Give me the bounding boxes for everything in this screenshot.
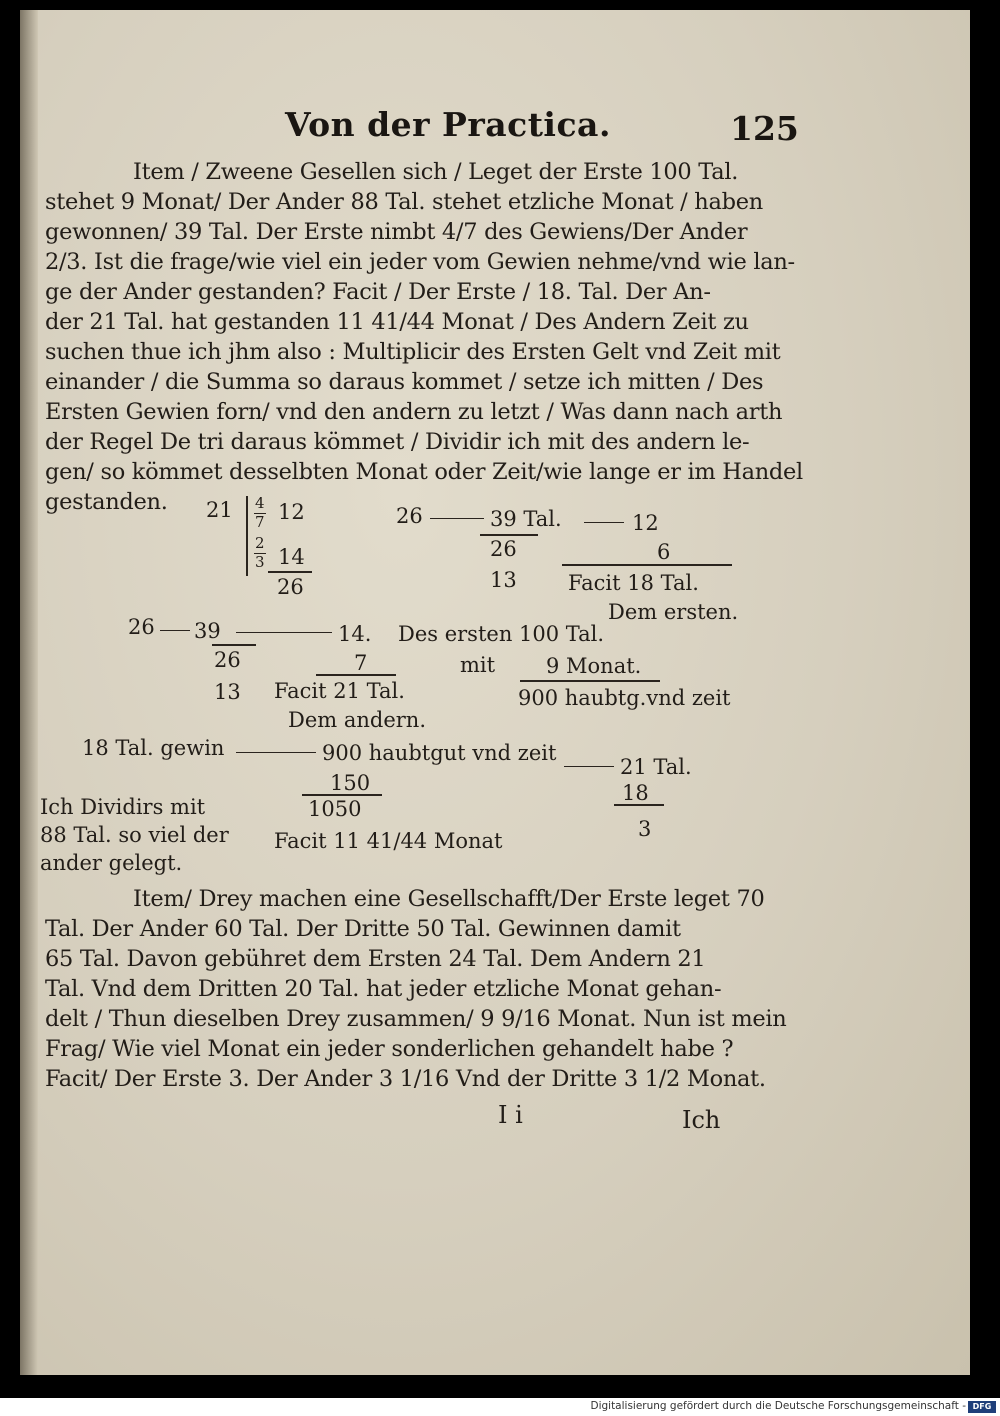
text-line: Tal. Vnd dem Dritten 20 Tal. hat jeder etzliche Monat gehan- [45, 976, 722, 1002]
calc3-c: 14. [338, 622, 372, 646]
text-line: Item/ Drey machen eine Gesellschafft/Der Erste leget 70 [133, 886, 765, 912]
text-line: der 21 Tal. hat gestanden 11 41/44 Monat / Des Andern Zeit zu [45, 309, 749, 335]
calc4-v3: 3 [638, 817, 652, 841]
calc2-b: 39 Tal. [490, 507, 562, 531]
calc3-dem: Dem andern. [288, 708, 427, 732]
text-line: einander / die Summa so daraus kommet / setze ich mitten / Des [45, 369, 764, 395]
page-spine-shadow [20, 10, 38, 1375]
calc2-r: 13 [490, 568, 517, 592]
dfg-logo: DFG [968, 1401, 996, 1413]
signature-mark: I i [498, 1101, 523, 1129]
calc1-vertical-rule [246, 496, 248, 576]
text-line: stehet 9 Monat/ Der Ander 88 Tal. stehet etzliche Monat / haben [45, 189, 763, 215]
calc4-rule-1 [302, 794, 382, 796]
page-number: 125 [730, 109, 799, 148]
calc2-facit: Facit 18 Tal. [568, 571, 699, 595]
calc2-rule-1 [480, 534, 538, 536]
book-page [20, 10, 970, 1375]
text-line: gewonnen/ 39 Tal. Der Erste nimbt 4/7 des Gewiens/Der Ander [45, 219, 748, 245]
calc1-left-number: 21 [206, 498, 233, 522]
calc3-r: 13 [214, 680, 241, 704]
text-line: suchen thue ich jhm also : Multiplicir des Ersten Gelt vnd Zeit mit [45, 339, 781, 365]
calc1-valA: 12 [278, 500, 305, 524]
calc4-gewin: 18 Tal. gewin [82, 736, 225, 760]
calc4-dash-1 [236, 752, 316, 753]
calc2-rule-2 [562, 564, 732, 566]
calc3-monat: 9 Monat. [546, 654, 642, 678]
footer-bar [0, 1398, 1000, 1416]
calc3-b2: 26 [214, 648, 241, 672]
calc4-facit: Facit 11 41/44 Monat [274, 829, 503, 853]
calc2-dash-2 [584, 522, 624, 523]
text-line: Facit/ Der Erste 3. Der Ander 3 1/16 Vnd der Dritte 3 1/2 Monat. [45, 1066, 766, 1092]
calc4-note-3: ander gelegt. [40, 851, 183, 875]
calc4-end: 21 Tal. [620, 755, 692, 779]
calc4-rule-2 [614, 804, 664, 806]
text-line: gen/ so kömmet desselbten Monat oder Zeit/wie lange er im Handel [45, 459, 803, 485]
calc3-b: 39 [194, 619, 221, 643]
calc3-des: Des ersten 100 Tal. [398, 622, 605, 646]
calc3-facit: Facit 21 Tal. [274, 679, 405, 703]
calc2-b2: 26 [490, 537, 517, 561]
text-line: der Regel De tri daraus kömmet / Dividir ich mit des andern le- [45, 429, 750, 455]
calc1-valB: 14 [278, 545, 305, 569]
calc2-c2: 6 [657, 540, 671, 564]
calc1-fracA-num: 4 [255, 494, 265, 512]
catchword: Ich [682, 1106, 721, 1134]
text-line: Ersten Gewien forn/ vnd den andern zu letzt / Was dann nach arth [45, 399, 783, 425]
calc3-dash-1 [160, 630, 190, 631]
calc1-sum: 26 [277, 575, 304, 599]
calc3-mit: mit [460, 653, 496, 677]
running-title: Von der Practica. [285, 105, 611, 144]
calc2-dem: Dem ersten. [608, 600, 739, 624]
calc4-v18: 18 [622, 781, 649, 805]
calc4-mid: 900 haubtgut vnd zeit [322, 741, 557, 765]
calc4-note-1: Ich Dividirs mit [40, 795, 206, 819]
calc2-c: 12 [632, 511, 659, 535]
text-line: 2/3. Ist die frage/wie viel ein jeder vom Gewien nehme/vnd wie lan- [45, 249, 795, 275]
calc1-fracA-den: 7 [255, 513, 265, 531]
text-line: Item / Zweene Gesellen sich / Leget der Erste 100 Tal. [133, 159, 739, 185]
calc4-v1050: 1050 [308, 797, 362, 821]
text-line: ge der Ander gestanden? Facit / Der Erste / 18. Tal. Der An- [45, 279, 711, 305]
footer-credit: Digitalisierung gefördert durch die Deutsche Forschungsgemeinschaft - [590, 1400, 966, 1412]
calc2-dash-1 [430, 518, 484, 519]
calc3-a: 26 [128, 615, 155, 639]
calc1-fracB-den: 3 [255, 553, 265, 571]
paragraph-1 [45, 157, 803, 517]
calc4-v150: 150 [330, 771, 371, 795]
page-header [285, 105, 799, 160]
calc3-dash-2 [236, 632, 332, 633]
text-line: delt / Thun dieselben Drey zusammen/ 9 9/16 Monat. Nun ist mein [45, 1006, 787, 1032]
text-line: gestanden. [45, 489, 168, 515]
calc3-rule-2 [316, 674, 396, 676]
calc3-rule-3 [520, 680, 660, 682]
text-line: Tal. Der Ander 60 Tal. Der Dritte 50 Tal. Gewinnen damit [45, 916, 681, 942]
calc1-sum-rule [268, 571, 312, 573]
text-line: Frag/ Wie viel Monat ein jeder sonderlichen gehandelt habe ? [45, 1036, 734, 1062]
calc2-a: 26 [396, 504, 423, 528]
calc3-rule-1 [212, 644, 256, 646]
calc4-note-2: 88 Tal. so viel der [40, 823, 229, 847]
text-line: 65 Tal. Davon gebühret dem Ersten 24 Tal. Dem Andern 21 [45, 946, 706, 972]
calc3-product: 900 haubtg.vnd zeit [518, 686, 731, 710]
calc3-c2: 7 [354, 651, 368, 675]
calc1-fracB-num: 2 [255, 534, 265, 552]
calc4-dash-2 [564, 766, 614, 767]
paragraph-2 [45, 884, 787, 1094]
